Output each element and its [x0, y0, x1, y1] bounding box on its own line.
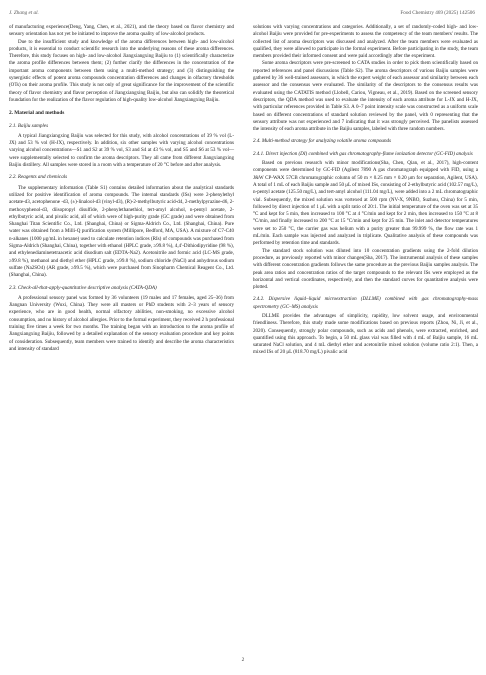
paragraph: of manufacturing experience(Deng, Yang, Chen, et al., 2021), and the theory based on flavor chemistry and sensory orientation has not yet be initiated to improve the aroma quality of low-alcohol products.: [9, 24, 234, 38]
paragraph: A professional sensory panel was formed by 36 volunteers (19 males and 17 females, aged 25–36) from Jiangnan University (Wuxi, China). They were all masters or PhD students with 2–3 years of sensory experience, who are in good health, normal olfactory abilities, non-smoking, no excessive alcohol consumption, and no history of alcohol allergies. Prior to the formal experiment, they received 2 h professional training five times a week for two months. The training began with an introduction to the aroma profile of Jiangxiangxing Baijiu, followed by a detailed explanation of the sensory evaluation procedure and key points of consideration. Subsequently, team members were trained to identify and describe the aroma characteristics and intensity of standard: [9, 294, 234, 352]
paragraph: The supplementary information (Table S1) contains detailed information about the analytical standards utilized for positive identification of aroma compounds. The internal standards (ISs) were 2-phenylethyl acetate-d3, acetophenone -d3, (±)-linalool-d3 (vinyl-d3), (R)-2-methylbutyric acid-d4, 2-methylpyrazine-d6, 2-methoxyphenol-d3, diisopropyl disulfide, 2-phenylethanethiol, tert-amyl alcohol, n-pentyl acetate, 2-ethylbutyric acid, and pivalic acid, all of which were of high-purity grade (GC grade) and were obtained from Shanghai Titan Scientific Co., Ltd. (Shanghai, China) or Sigma-Aldrich Co., Ltd. (Shanghai, China). Pure water was obtained from a Milli-Q purification system (Millipore, Bedford, MA, USA). A mixture of C7-C40 n-alkanes (1000 μg/mL in hexane) used to calculate retention indices (RIs) of compounds was purchased from Sigma-Aldrich (Shanghai, China), together with ethanol (HPLC grade, ≥99.8 %), 4,4′-Dithiodipyridine (98 %), and ethylenediaminetetraacetic acid disodium salt (EDTA-Na2). Acetonitrile and formic acid (LC-MS grade, ≥99.8 %), methanol and diethyl ether (HPLC grade, ≥99.8 %), sodium chloride (NaCl) and anhydrous sodium sulfate (Na2SO4) (AR grade, ≥99.5 %), which were purchased from Sinopharm Chemical Reagent Co., Ltd. (Shanghai, China).: [9, 184, 234, 279]
paragraph: The standard stock solution was diluted into 10 concentration gradients using the 2-fold dilution procedure, as previously reported with minor changes(Sha, 2017). The instrumental analysis of these samples with different concentration gradients follows the same procedure as the previous Baijiu samples analysis. The peak area ratios and concentration ratios of the target compounds to the relevant ISs were employed as the horizontal and vertical coordinates, respectively, and then the standard curves for quantitative analysis were plotted.: [253, 247, 478, 291]
left-column: [9, 24, 234, 353]
section-heading: 2. Material and methods: [9, 110, 65, 117]
paragraph: solutions with varying concentrations and categories. Additionally, a set of randomly-coded high- and low-alcohol Baijiu were provided for pre-experiments to assess the competency of the team members' results. The collected list of aroma descriptors was discussed and analyzed. After the team members were evaluated as qualified, they were allowed to participate in the formal experiment. Before participating in the study, the team members provided their informed consent and were paid accordingly after the experiment.: [253, 24, 478, 60]
subsection-heading: 2.3. Check-all-that-apply-quantitative descriptive analysis (CATA-QDA): [9, 284, 157, 291]
right-column: [253, 24, 478, 357]
subsubsection-heading: 2.4.1. Direct injection (DI) combined with gas chromatography-flame ionization detector (GC-FID) analysis: [253, 150, 473, 157]
subsubsection-heading: 2.4.2. Dispersive liquid–liquid microextraction (DLLME) combined with gas chromatography-mass spectrometry (GC–MS) analysis: [253, 296, 478, 310]
subsection-heading: 2.1. Baijiu samples: [9, 122, 49, 129]
page-header: [0, 10, 486, 20]
paragraph: A typical Jiangxiangxing Baijiu was selected for this study, with alcohol concentrations of 39 % vol (L-JX) and 53 % vol (H-JX), respectively. In addition, six other samples with varying alcohol concentrations varying alcohol concentrations—S1 and S2 at 39 % vol, S3 and S4 at 43 % vol, and S5 and S6 at 53 % vol—were supplementally selected to confirm the aroma descriptors. They all came from different Jiangxiangxing Baijiu distillery. All samples were stored in a room with a temperature of 20 °C before and after analysis.: [9, 132, 234, 169]
page-number: 2: [241, 657, 245, 663]
paragraph: Due to the insufficient study and knowledge of the aroma differences between high- and low-alcohol products, it is essential to conduct scientific research into the underlying reasons of these aroma differences. Therefore, this study focuses on high- and low-alcohol Jiangxiangxing Baijiu to (1) scientifically characterize the aroma profile differences between them; (2) further clarify the differences in the concentration of the important aroma components between them using a multi-method strategy; and (3) distinguishing the synergistic effects of potent aroma compounds concentration differences and changes in olfactory thresholds (OTs) on their aroma profile. This study is not only of great significance for the improvement of the scientific theory of flavor chemistry and flavor perception of Jiangxiangxing Baijiu, but also can solidify the theoretical foundation for the realization of the flavor regulation of high-quality low-alcohol Jiangxiangxing Baijiu.: [9, 38, 234, 103]
subsection-heading: 2.4. Multi-method strategy for analyzing volatile aroma compounds: [253, 138, 392, 145]
journal-citation: Food Chemistry 469 (2025) 142506: [400, 10, 475, 16]
subsection-heading: 2.2. Reagents and chemicals: [9, 174, 68, 181]
paragraph: Some aroma descriptors were pre-screened to CATA studies in order to pick them scientifically based on reported references and panel discussions (Table S2). The aroma descriptors of various Baijiu samples were gathered by 36 well-trained assessors, in which the expert weight of each assessor and similarity between each assessor and the consensus were evaluated. The similarity of the descriptors to the consensus results was evaluated using the CATATIS method (Llobell, Cariou, Vigneau, et al., 2019). Based on the screened sensory descriptors, the QDA method was used to evaluate the intensity of each aroma attribute for L-JX and H-JX, with particular references provided in Table S3. A 0–7 point intensity scale was constructed as a uniform scale based on different concentrations of standard solution reviewed by the panel, with 0 representing that the sensory attribute was not experienced and 7 indicating that it was strongly perceived. The panelists assessed the intensity of each aroma attribute in the Baijiu samples, labeled with three random numbers.: [253, 60, 478, 133]
paragraph: Based on previous research with minor modifications(Sha, Chen, Qian, et al., 2017), high-content components were determined by GC-FID (Agilent 7890 A gas chromatograph equipped with FID, using a J&W CP-WAX 57CB chromatographic column of 50 m × 0.25 mm × 0.20 μm for separation, Agilent, USA). A total of 1 mL of each Baijiu sample and 50 μL of mixed ISs, consisting of 2-ethylbutyric acid (102.57 mg/L), n-pentyl acetate (125.50 mg/L), and tert-amyl alcohol (111.04 mg/L), were added into a 2 mL chromatographic vial. Subsequently, the mixed solution was vortexed at 500 rpm (NV-X, 9NBO, Suzhou, China) for 5 min, followed by direct injection of 1 μL with a split ratio of 20:1. The initial temperature of the oven was set at 35 °C and kept for 5 min, then increased to 100 °C at 4 °C/min and kept for 2 min, then increased to 150 °C at 8 °C/min, and finally increased to 200 °C at 15 °C/min and kept for 25 min. The inlet and detector temperatures were set to 250 °C, the carrier gas was helium with a purity greater than 99.999 %, the flow rate was 1 mL/min. Each sample was injected and analyzed in triplicate. Qualitative analysis of these compounds was performed by retention time and standards.: [253, 160, 478, 247]
paragraph: DLLME provides the advantages of simplicity, rapidity, low solvent usage, and environmental friendliness. Therefore, this study made some modifications based on previous reports (Zhou, Ni, Ji, et al., 2020). Consequently, strongly polar compounds, such as acids and phenols, were extracted, enriched, and quantified using this approach. To begin, a 50 mL glass vial was filled with 4 mL of Baijiu sample, 16 mL saturated NaCl solution, and 4 mL diethyl ether and acetonitrile mixed solution (volume ratio 2:1). Then, a mixed ISs of 20 μL (818.70 mg/L) pivalic acid: [253, 312, 478, 356]
running-authors: J. Zhang et al.: [9, 10, 39, 16]
